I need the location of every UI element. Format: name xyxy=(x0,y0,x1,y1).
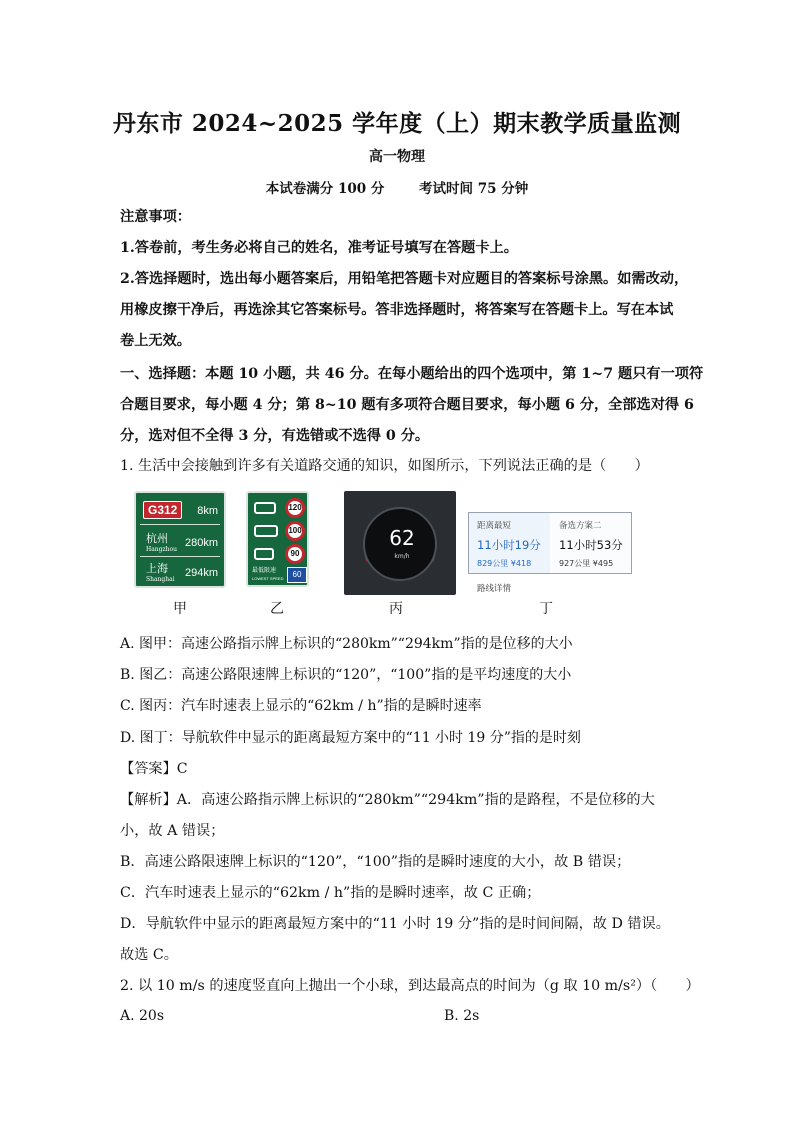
sign-divider xyxy=(140,524,220,525)
figure-yi-speed-limit-sign xyxy=(246,491,309,587)
sign-divider xyxy=(140,556,220,557)
figure-ding-navigation-panel xyxy=(468,512,632,574)
hangzhou-distance: 280km xyxy=(184,537,218,549)
q1-answer: 【答案】C xyxy=(120,761,188,777)
route-heading: 距离最短 xyxy=(477,521,512,531)
q1-stem: 1. 生活中会接触到许多有关道路交通的知识，如图所示，下列说法正确的是（ ） xyxy=(120,458,649,474)
city-hangzhou: 杭州 Hangzhou xyxy=(146,532,178,553)
notice-item-2-line-1: 2.答选择题时，选出每小题答案后，用铅笔把答题卡对应题目的答案标号涂黑。如需改动， xyxy=(120,271,689,287)
notice-item-1: 1.答卷前，考生务必将自己的姓名，准考证号填写在答题卡上。 xyxy=(120,240,518,256)
lowest-speed-value: 60 xyxy=(287,567,307,583)
route-detail: 927公里 ¥495 xyxy=(559,559,614,568)
speed-limit-120: 120 xyxy=(285,498,305,518)
figure-jia-guide-sign xyxy=(134,491,226,588)
q2-option-a: A. 20s xyxy=(120,1008,165,1024)
q1-option-d: D. 图丁：导航软件中显示的距离最短方案中的“11 小时 19 分”指的是时刻 xyxy=(120,730,581,746)
full-score: 本试卷满分 100 分 xyxy=(265,181,385,197)
q1-analysis-line-1: 【解析】A．高速公路指示牌上标识的“280km”“294km”指的是路程，不是位移的大 xyxy=(120,792,655,808)
q1-analysis-line-2: 小，故 A 错误； xyxy=(120,823,225,839)
exam-title: 丹东市 2024~2025 学年度（上）期末教学质量监测 xyxy=(112,110,682,137)
speed-limit-100: 100 xyxy=(285,521,305,541)
figure-jia-label: 甲 xyxy=(173,601,187,617)
nav-route-alternative xyxy=(551,513,632,573)
route-time: 11小时19分 xyxy=(477,538,541,552)
route-detail: 829公里 ¥418 xyxy=(477,559,532,568)
q2-stem: 2. 以 10 m/s 的速度竖直向上抛出一个小球，到达最高点的时间为（g 取 10 m/s²）（ ） xyxy=(120,978,700,994)
shanghai-distance: 294km xyxy=(184,567,218,579)
q1-analysis-d: D．导航软件中显示的距离最短方案中的“11 小时 19 分”指的是时间间隔，故 D 错误。 xyxy=(120,916,670,932)
figure-bing-speedometer xyxy=(344,491,456,595)
section1-line-2: 合题目要求，每小题 4 分；第 8~10 题有多项符合题目要求，每小题 6 分，全部选对得 6 xyxy=(120,397,694,413)
exam-subject: 高一物理 xyxy=(369,149,425,165)
q1-analysis-c: C．汽车时速表上显示的“62km / h”指的是瞬时速率，故 C 正确； xyxy=(120,885,541,901)
q1-option-a: A. 图甲：高速公路指示牌上标识的“280km”“294km”指的是位移的大小 xyxy=(120,636,573,652)
speed-limit-90: 90 xyxy=(285,544,305,564)
notice-heading: 注意事项： xyxy=(120,209,191,225)
lowest-speed-text: 最低限速 LOWEST SPEED xyxy=(252,568,284,581)
nav-route-shortest xyxy=(469,513,550,573)
notice-item-2-line-2: 用橡皮擦干净后，再选涂其它答案标号。答非选择题时，将答案写在答题卡上。写在本试 xyxy=(120,302,674,318)
speedometer-dial xyxy=(363,507,437,581)
city-shanghai: 上海 Shanghai xyxy=(146,562,175,583)
route-detail-link: 路线详情 xyxy=(477,584,512,594)
q1-conclusion: 故选 C。 xyxy=(120,947,178,963)
time-limit: 考试时间 75 分钟 xyxy=(419,181,529,197)
notice-item-2-line-3: 卷上无效。 xyxy=(120,333,191,349)
q1-option-b: B. 图乙：高速公路限速牌上标识的“120”，“100”指的是平均速度的大小 xyxy=(120,667,572,683)
q2-option-b: B. 2s xyxy=(444,1008,480,1024)
car-icon xyxy=(254,502,276,514)
q1-analysis-b: B．高速公路限速牌上标识的“120”，“100”指的是瞬时速度的大小，故 B 错误； xyxy=(120,854,631,870)
figure-yi-label: 乙 xyxy=(270,601,284,617)
figure-bing-label: 丙 xyxy=(389,601,403,617)
route-badge: G312 xyxy=(143,501,182,519)
speed-reading: 62 xyxy=(389,526,415,550)
exam-meta xyxy=(0,177,794,197)
section1-line-3: 分，选对但不全得 3 分，有选错或不选得 0 分。 xyxy=(120,428,430,444)
route-time: 11小时53分 xyxy=(559,538,623,552)
q1-option-c: C. 图丙：汽车时速表上显示的“62km / h”指的是瞬时速率 xyxy=(120,698,482,714)
figure-ding-label: 丁 xyxy=(539,601,553,617)
route-heading: 备选方案二 xyxy=(559,521,602,531)
section1-line-1: 一、选择题：本题 10 小题，共 46 分。在每小题给出的四个选项中，第 1~7 题只有一项符 xyxy=(120,366,704,382)
bus-icon xyxy=(254,525,278,537)
route-distance: 8km xyxy=(197,505,218,517)
speed-unit: km/h xyxy=(394,553,410,560)
truck-icon xyxy=(254,548,274,560)
